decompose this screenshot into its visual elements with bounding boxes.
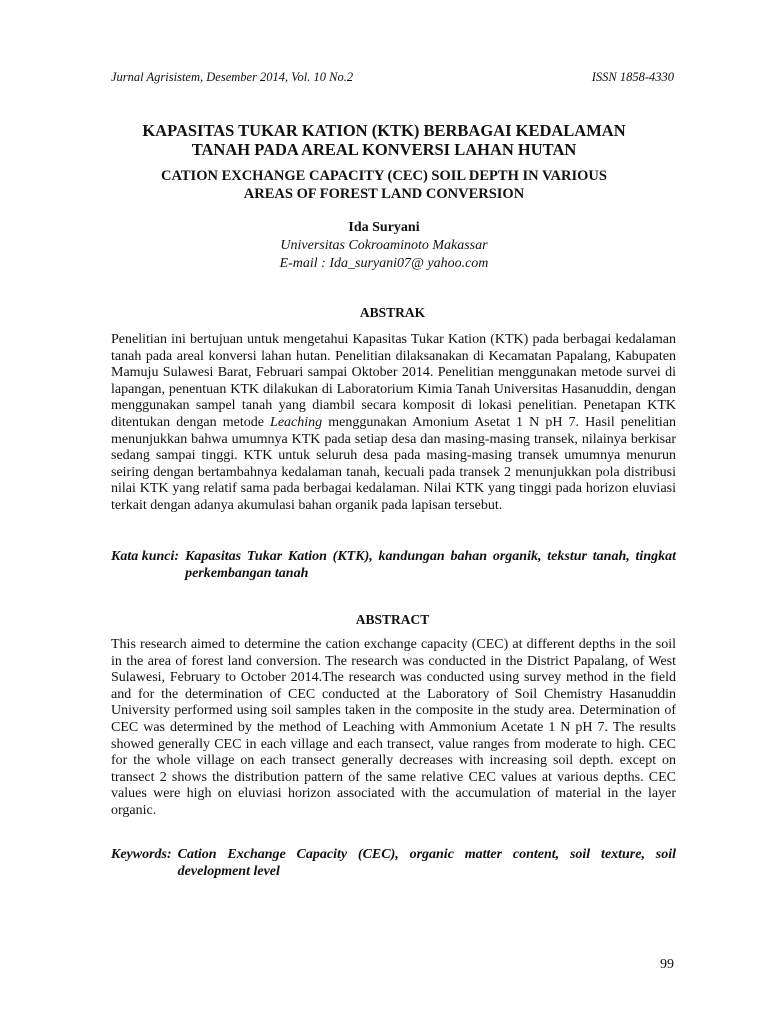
kata-kunci-text: Kapasitas Tukar Kation (KTK), kandungan bahan organik, tekstur tanah, tingkat perkembangan tanah (185, 549, 676, 581)
keywords-label: Keywords: (111, 847, 172, 862)
issn: ISSN 1858-4330 (591, 70, 674, 84)
abstract-paragraph: This research aimed to determine the cation exchange capacity (CEC) at different depths in the soil in the area of forest land conversion. The research was conducted in the District Papalang, of West Sulawesi, February to October 2014.The research was conducted using survey method in the field and for the determination of CEC conducted at the Laboratory of Soil Chemistry Hasanuddin University performed using soil samples taken in the composite in the study area. Determination of CEC was determined by the method of Leaching with Ammonium Acetate 1 N pH 7. The results showed generally CEC in each village and each transect, value ranges from moderate to high. CEC for the whole village on each transect generally decreases with increasing soil depth. except on transect 2 shows the distribution pattern of the same relative CEC values at various depths. CEC values were high on eluviasi horizon associated with the accumulation of material in the layer organic. (111, 637, 676, 818)
abstrak-heading: ABSTRAK (359, 305, 426, 320)
running-header (111, 70, 674, 85)
page-number: 99 (660, 957, 674, 972)
author-block (90, 219, 678, 273)
abstrak-italic-term: Leaching (270, 414, 323, 430)
keywords (111, 846, 676, 880)
title-indonesian-line2: TANAH PADA AREAL KONVERSI LAHAN HUTAN (191, 140, 577, 159)
keywords-text: Cation Exchange Capacity (CEC), organic matter content, soil texture, soil development level (177, 847, 676, 879)
abstrak-text-part1: Penelitian ini bertujuan untuk mengetahui Kapasitas Tukar Kation (KTK) pada berbagai kedalaman tanah pada areal konversi lahan hutan. Penelitian dilaksanakan di Kecamatan Papalang, Kabupaten Mamuju Sulawesi Barat, Februari sampai Oktober 2014. Penelitian menggunakan metode survei di lapangan, penentuan KTK dilakukan di Laboratorium Kimia Tanah Universitas Hasanuddin, dengan menggunakan sampel tanah yang diambil secara komposit di lokasi penelitian. Penetapan KTK ditentukan dengan metode (111, 332, 676, 430)
author-affiliation: Universitas Cokroaminoto Makassar (280, 238, 488, 253)
author-email: E-mail : Ida_suryani07@ yahoo.com (279, 256, 489, 271)
title-english (90, 167, 678, 203)
title-indonesian (90, 121, 678, 159)
kata-kunci-label: Kata kunci: (111, 549, 180, 564)
title-block (90, 121, 678, 203)
title-english-line2: AREAS OF FOREST LAND CONVERSION (243, 186, 525, 202)
abstrak-paragraph (111, 332, 676, 515)
abstract-heading: ABSTRACT (355, 612, 430, 627)
kata-kunci (111, 548, 676, 582)
title-indonesian-line1: KAPASITAS TUKAR KATION (KTK) BERBAGAI KEDALAMAN (142, 121, 626, 140)
abstrak-text-part2: menggunakan Amonium Asetat 1 N pH 7. Hasil penelitian menunjukkan bahwa umumnya KTK pada setiap desa dan masing-masing transek, nilainya berkisar sedang sampai tinggi. KTK untuk seluruh desa pada masing-masing transek umumnya menurun seiring dengan bertambahnya kedalaman tanah, kecuali pada transek 2 menunjukkan pola distribusi nilai KTK yang relatif sama pada berbagai kedalaman. Nilai KTK yang tinggi pada horizon eluviasi terkait dengan adanya akumulasi bahan organik pada lapisan tersebut. (111, 414, 676, 513)
journal-citation: Jurnal Agrisistem, Desember 2014, Vol. 10 No.2 (111, 70, 354, 84)
title-english-line1: CATION EXCHANGE CAPACITY (CEC) SOIL DEPTH IN VARIOUS (161, 168, 607, 184)
author-name: Ida Suryani (348, 220, 420, 235)
